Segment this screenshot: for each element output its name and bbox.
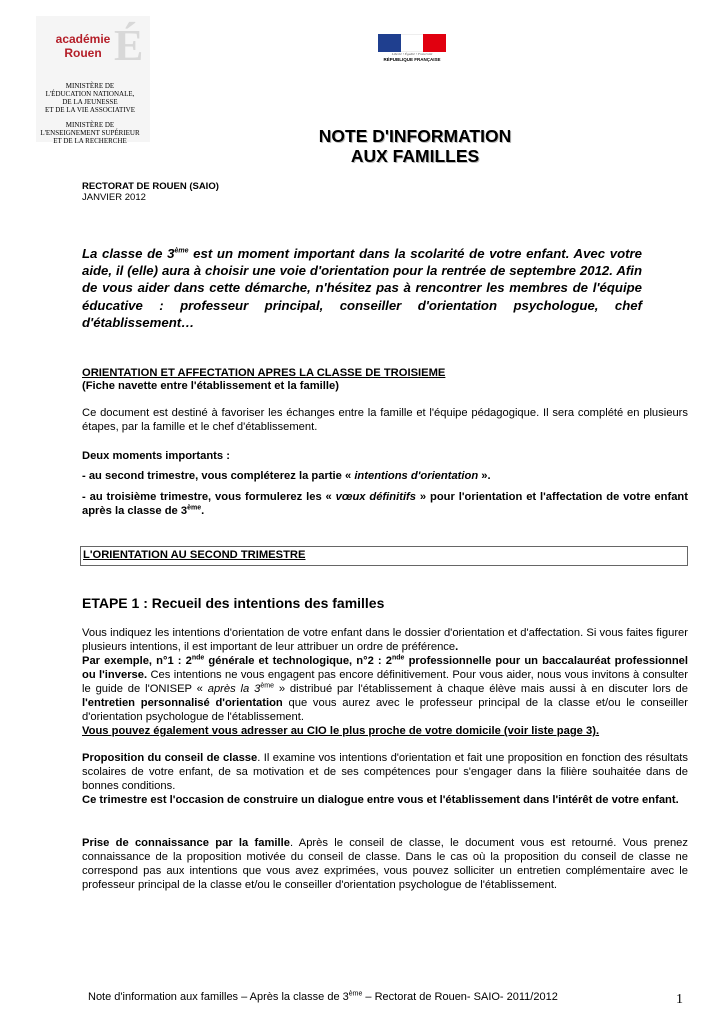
ministry-line: MINISTÈRE DE (65, 82, 115, 90)
example-text: professionnelle pour un baccalauréat professionnel ou l'inverse. (82, 655, 688, 681)
moment-text: - au troisième trimestre, vous formulerez les « (82, 491, 336, 503)
moment-text: - au second trimestre, vous compléterez la partie « (82, 470, 355, 482)
ministry-line: L'ENSEIGNEMENT SUPÉRIEUR (40, 129, 140, 137)
ministry-line: MINISTÈRE DE (65, 121, 115, 129)
ministry-line: ET DE LA VIE ASSOCIATIVE (45, 106, 135, 114)
example-text: générale et technologique, n°2 : 2 (204, 655, 392, 667)
section-heading-second-trimestre: L'ORIENTATION AU SECOND TRIMESTRE (83, 549, 306, 561)
superscript: nde (392, 654, 405, 662)
etape-1-heading: ETAPE 1 : Recueil des intentions des familles (82, 595, 385, 611)
paragraph-text: que vous aurez avec le professeur principal de la classe et/ou le conseiller d'orientation psychologue de l'établissement. (82, 697, 689, 723)
paragraph-text: » distribué par l'établissement à chaque élève mais aussi à en discuter lors de (273, 683, 689, 695)
moment-italic: intentions d'orientation (354, 470, 479, 482)
rouen-label: Rouen (64, 46, 102, 60)
rectorat-name: RECTORAT DE ROUEN (SAIO) (82, 181, 219, 192)
ministry-higher-education (30, 121, 150, 145)
section-paragraph: Ce document est destiné à favoriser les échanges entre la famille et l'équipe pédagogique. Il sera complété en plusieurs étapes, par la famille et le chef d'établissement. (82, 407, 688, 433)
page-number: 1 (676, 992, 683, 1007)
footer (88, 991, 558, 1003)
title-line-2: AUX FAMILLES (350, 146, 480, 166)
rectorat-block (82, 181, 219, 203)
entretien-text: l'entretien personnalisé d'orientation (82, 697, 283, 709)
section-subheading: (Fiche navette entre l'établissement et la famille) (82, 380, 339, 392)
section-heading-orientation: ORIENTATION ET AFFECTATION APRES LA CLASSE DE TROISIEME (82, 367, 446, 379)
moment-text: » pour l'orientation et l'affectation de votre enfant après la classe de 3 (82, 491, 688, 517)
moment-italic: vœux définitifs (335, 491, 417, 503)
page-title (230, 126, 600, 166)
proposition-paragraph (82, 751, 688, 807)
moment-text: . (201, 505, 205, 517)
academie-label: académie (55, 32, 111, 46)
etape-1-paragraph (82, 626, 688, 738)
paragraph-text: . (455, 641, 459, 653)
superscript: ème (174, 247, 189, 255)
ministry-line: DE LA JEUNESSE (62, 98, 118, 106)
intro-paragraph (82, 245, 642, 331)
prise-title: Prise de connaissance par la famille (82, 837, 290, 849)
ministry-line: L'ÉDUCATION NATIONALE, (45, 90, 135, 98)
academie-wordmark (48, 32, 118, 60)
footer-text: Note d'information aux familles – Après la classe de 3 (88, 991, 349, 1003)
intro-text: La classe de 3 (82, 246, 175, 261)
example-text: Par exemple, n°1 : 2 (82, 655, 192, 667)
intro-text: est un moment important dans la scolarité de votre enfant. Avec votre aide, il (elle) aura à choisir une voie d'orientation pour la rentrée de septembre 2012. Afin de vous aider dans cette démarche, n'hésitez pas à rencontrer les membres de l'équipe éducative : professeur principal, conseiller d'orientation psychologue, chef d'établissement… (82, 246, 642, 330)
moment-text: ». (478, 470, 491, 482)
e-emblem-icon: É (114, 21, 144, 70)
footer-text: – Rectorat de Rouen- SAIO- 2011/2012 (362, 991, 558, 1003)
republic-name: RÉPUBLIQUE FRANÇAISE (383, 57, 441, 62)
academie-rouen-mark (42, 20, 150, 76)
paragraph-text: Vous indiquez les intentions d'orientation de votre enfant dans le dossier d'orientation et d'affectation. Si vous faites figurer plusieurs intentions, il est important de leur attribuer un ordre de préférence (82, 627, 688, 653)
superscript: ème (260, 682, 274, 690)
section-heading-box (80, 546, 688, 566)
document-date: JANVIER 2012 (82, 192, 146, 203)
ministry-line: ET DE LA RECHERCHE (53, 137, 127, 145)
cio-note: Vous pouvez également vous adresser au CIO le plus proche de votre domicile (voir liste page 3). (82, 725, 600, 737)
tricolor-flag-icon (378, 34, 446, 52)
proposition-title: Proposition du conseil de classe (82, 752, 258, 764)
title-line-1: NOTE D'INFORMATION (318, 126, 512, 146)
paragraph-text: Ces intentions ne vous engagent pas encore définitivement. Pour vous aider, nous vous invitons à consulter le guide de l'ONISEP « (82, 669, 688, 695)
prise-connaissance-paragraph (82, 836, 688, 892)
superscript: ème (348, 990, 363, 998)
ministry-education (30, 82, 150, 114)
moments-title: Deux moments importants : (82, 450, 230, 462)
dialogue-note: Ce trimestre est l'occasion de construire un dialogue entre vous et l'établissement dans l'intérêt de votre enfant. (82, 794, 679, 806)
superscript: nde (191, 654, 205, 662)
moment-1 (82, 469, 688, 483)
republique-francaise-logo (378, 34, 446, 64)
republic-motto: Liberté • Égalité • Fraternité (391, 52, 433, 56)
guide-title: après la 3 (207, 683, 261, 695)
moment-2 (82, 490, 688, 518)
paragraph-text: . Après le conseil de classe, le document vous est retourné. Vous prenez connaissance de la proposition motivée du conseil de classe. Dans le cas où la proposition du conseil de classe ne correspond pas aux intentions que vous avez exprimées, vous pouvez solliciter un entretien complémentaire avec le professeur principal de la classe et/ou le conseiller d'orientation psychologue de l'établissement. (82, 837, 688, 891)
paragraph-text: . Il examine vos intentions d'orientation et fait une proposition en fonction des résultats scolaires de votre enfant, de sa motivation et de ses compétences pour s'engager dans la filière souhaitée dans de bonnes conditions. (82, 752, 688, 792)
superscript: ème (187, 504, 202, 512)
